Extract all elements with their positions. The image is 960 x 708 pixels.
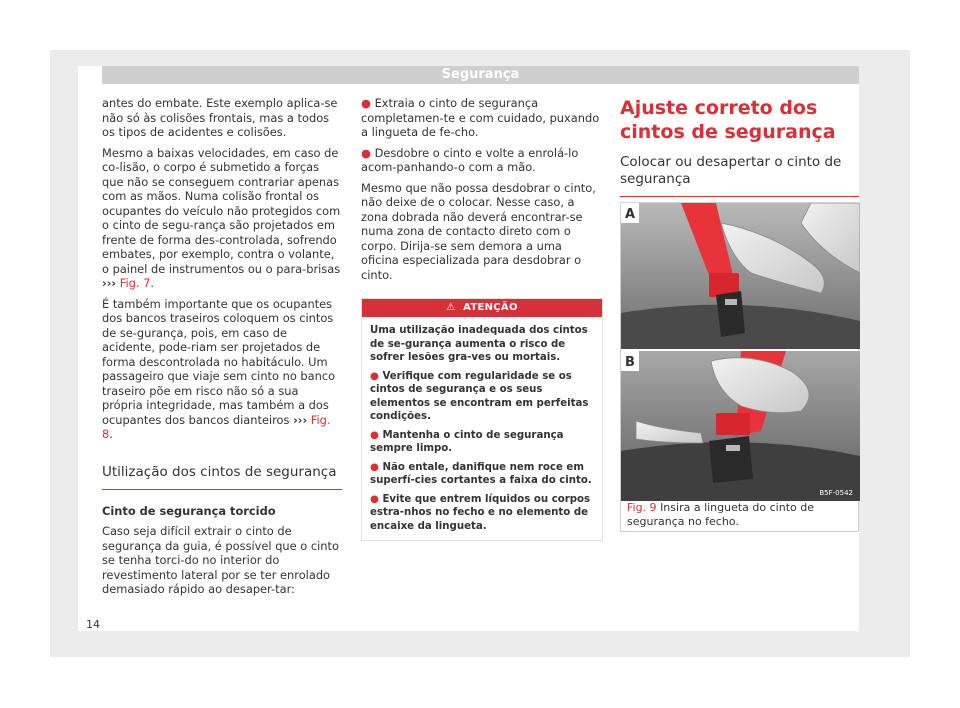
column-3 (620, 96, 859, 197)
bullet-icon: ● (370, 370, 379, 382)
seatbelt-illustration (621, 203, 860, 501)
subheading: Cinto de segurança torcido (102, 503, 276, 518)
paragraph: Caso seja difícil extrair o cinto de segurança da guia, é possível que o cinto se tenha torci-do no interior do revestimento lateral por se ter enrolado demasiado rápido ao desaper-tar: (102, 524, 339, 596)
panel-a-label: A (624, 207, 636, 222)
page-header: Segurança (102, 66, 859, 84)
bullet-icon: ● (370, 493, 379, 505)
warning-title: ATENÇÃO (463, 302, 518, 313)
bullet-item: ● Extraia o cinto de segurança completamen-te e com cuidado, puxando a lingueta de fe-cho. (361, 96, 600, 139)
paragraph: Mesmo a baixas velocidades, em caso de co-lisão, o corpo é submetido a forças que não se conseguem contrariar apenas com as mãos. Numa colisão frontal os ocupantes do veículo não protegidos com o cinto de segu-rança são projetados em frente de forma des-controlada, sofrendo embates, por exemplo, contra o volante, o painel de instrumentos ou o para-brisas ››› Fig. 7. (102, 145, 341, 290)
warning-body (362, 317, 602, 540)
bullet-icon: ● (361, 145, 371, 160)
warning-item: ● Não entale, danifique nem roce em superfí-cies cortantes a faixa do cinto. (370, 461, 592, 486)
warning-item: ● Verifique com regularidade se os cintos de segurança e os seus elementos se encontram em perfeitas condições. (370, 370, 589, 422)
figure-number: Fig. 9 (627, 501, 657, 514)
paragraph: É também importante que os ocupantes dos bancos traseiros coloquem os cintos de se-gurança, pois, em caso de acidente, pode-riam ser projetados de forma descontrolada no habitáculo. Um passageiro que viaje sem cinto no banco traseiro põe em risco não só a sua própria integridade, mas também a dos ocupantes dos bancos dianteiros ››› Fig. 8. (102, 296, 336, 441)
column-1 (102, 96, 342, 603)
paragraph: antes do embate. Este exemplo aplica-se não só às colisões frontais, mas a todos os tipos de acidentes e colisões. (102, 96, 338, 139)
fig-7-link[interactable]: Fig. 7 (119, 276, 151, 290)
fig-8-link[interactable]: Fig. 8 (102, 412, 331, 441)
figure-caption: Fig. 9 Insira a lingueta do cinto de segurança no fecho. (627, 501, 814, 528)
bullet-icon: ● (361, 96, 371, 110)
arrow-icon: ››› (293, 412, 308, 427)
figure-9 (620, 202, 859, 532)
bullet-item: ● Desdobre o cinto e volte a enrolá-lo acom-panhando-o com a mão. (361, 145, 579, 174)
figure-code: B5F-0542 (819, 489, 853, 497)
warning-icon: ⚠ (446, 302, 456, 313)
paragraph: Mesmo que não possa desdobrar o cinto, não deixe de o colocar. Nesse caso, a zona dobrada não deverá encontrar-se numa zona de contacto direto com o corpo. Dirija-se sem demora a uma oficina especializada para desdobrar o cinto. (361, 180, 596, 282)
warning-intro: Uma utilização inadequada dos cintos de se-gurança aumenta o risco de sofrer lesões gra-ves ou mortais. (370, 325, 588, 363)
column-2 (361, 96, 601, 541)
warning-item: ● Evite que entrem líquidos ou corpos estra-nhos no fecho e no elemento de encaixe da lingueta. (370, 493, 591, 532)
page-number: 14 (86, 618, 100, 631)
section-title: Utilização dos cintos de segurança (102, 464, 342, 490)
warning-item: ● Mantenha o cinto de segurança sempre limpo. (370, 429, 564, 454)
bullet-icon: ● (370, 429, 379, 441)
panel-b-label: B (625, 355, 635, 370)
warning-box (361, 298, 603, 541)
panel-a (621, 203, 860, 349)
warning-header (362, 299, 602, 317)
panel-b (621, 351, 860, 501)
arrow-icon: ››› (102, 276, 117, 290)
chapter-title: Ajuste correto dos cintos de segurança (620, 97, 836, 143)
bullet-icon: ● (370, 461, 379, 473)
section-title: Colocar ou desapertar o cinto de segurança (620, 154, 859, 197)
